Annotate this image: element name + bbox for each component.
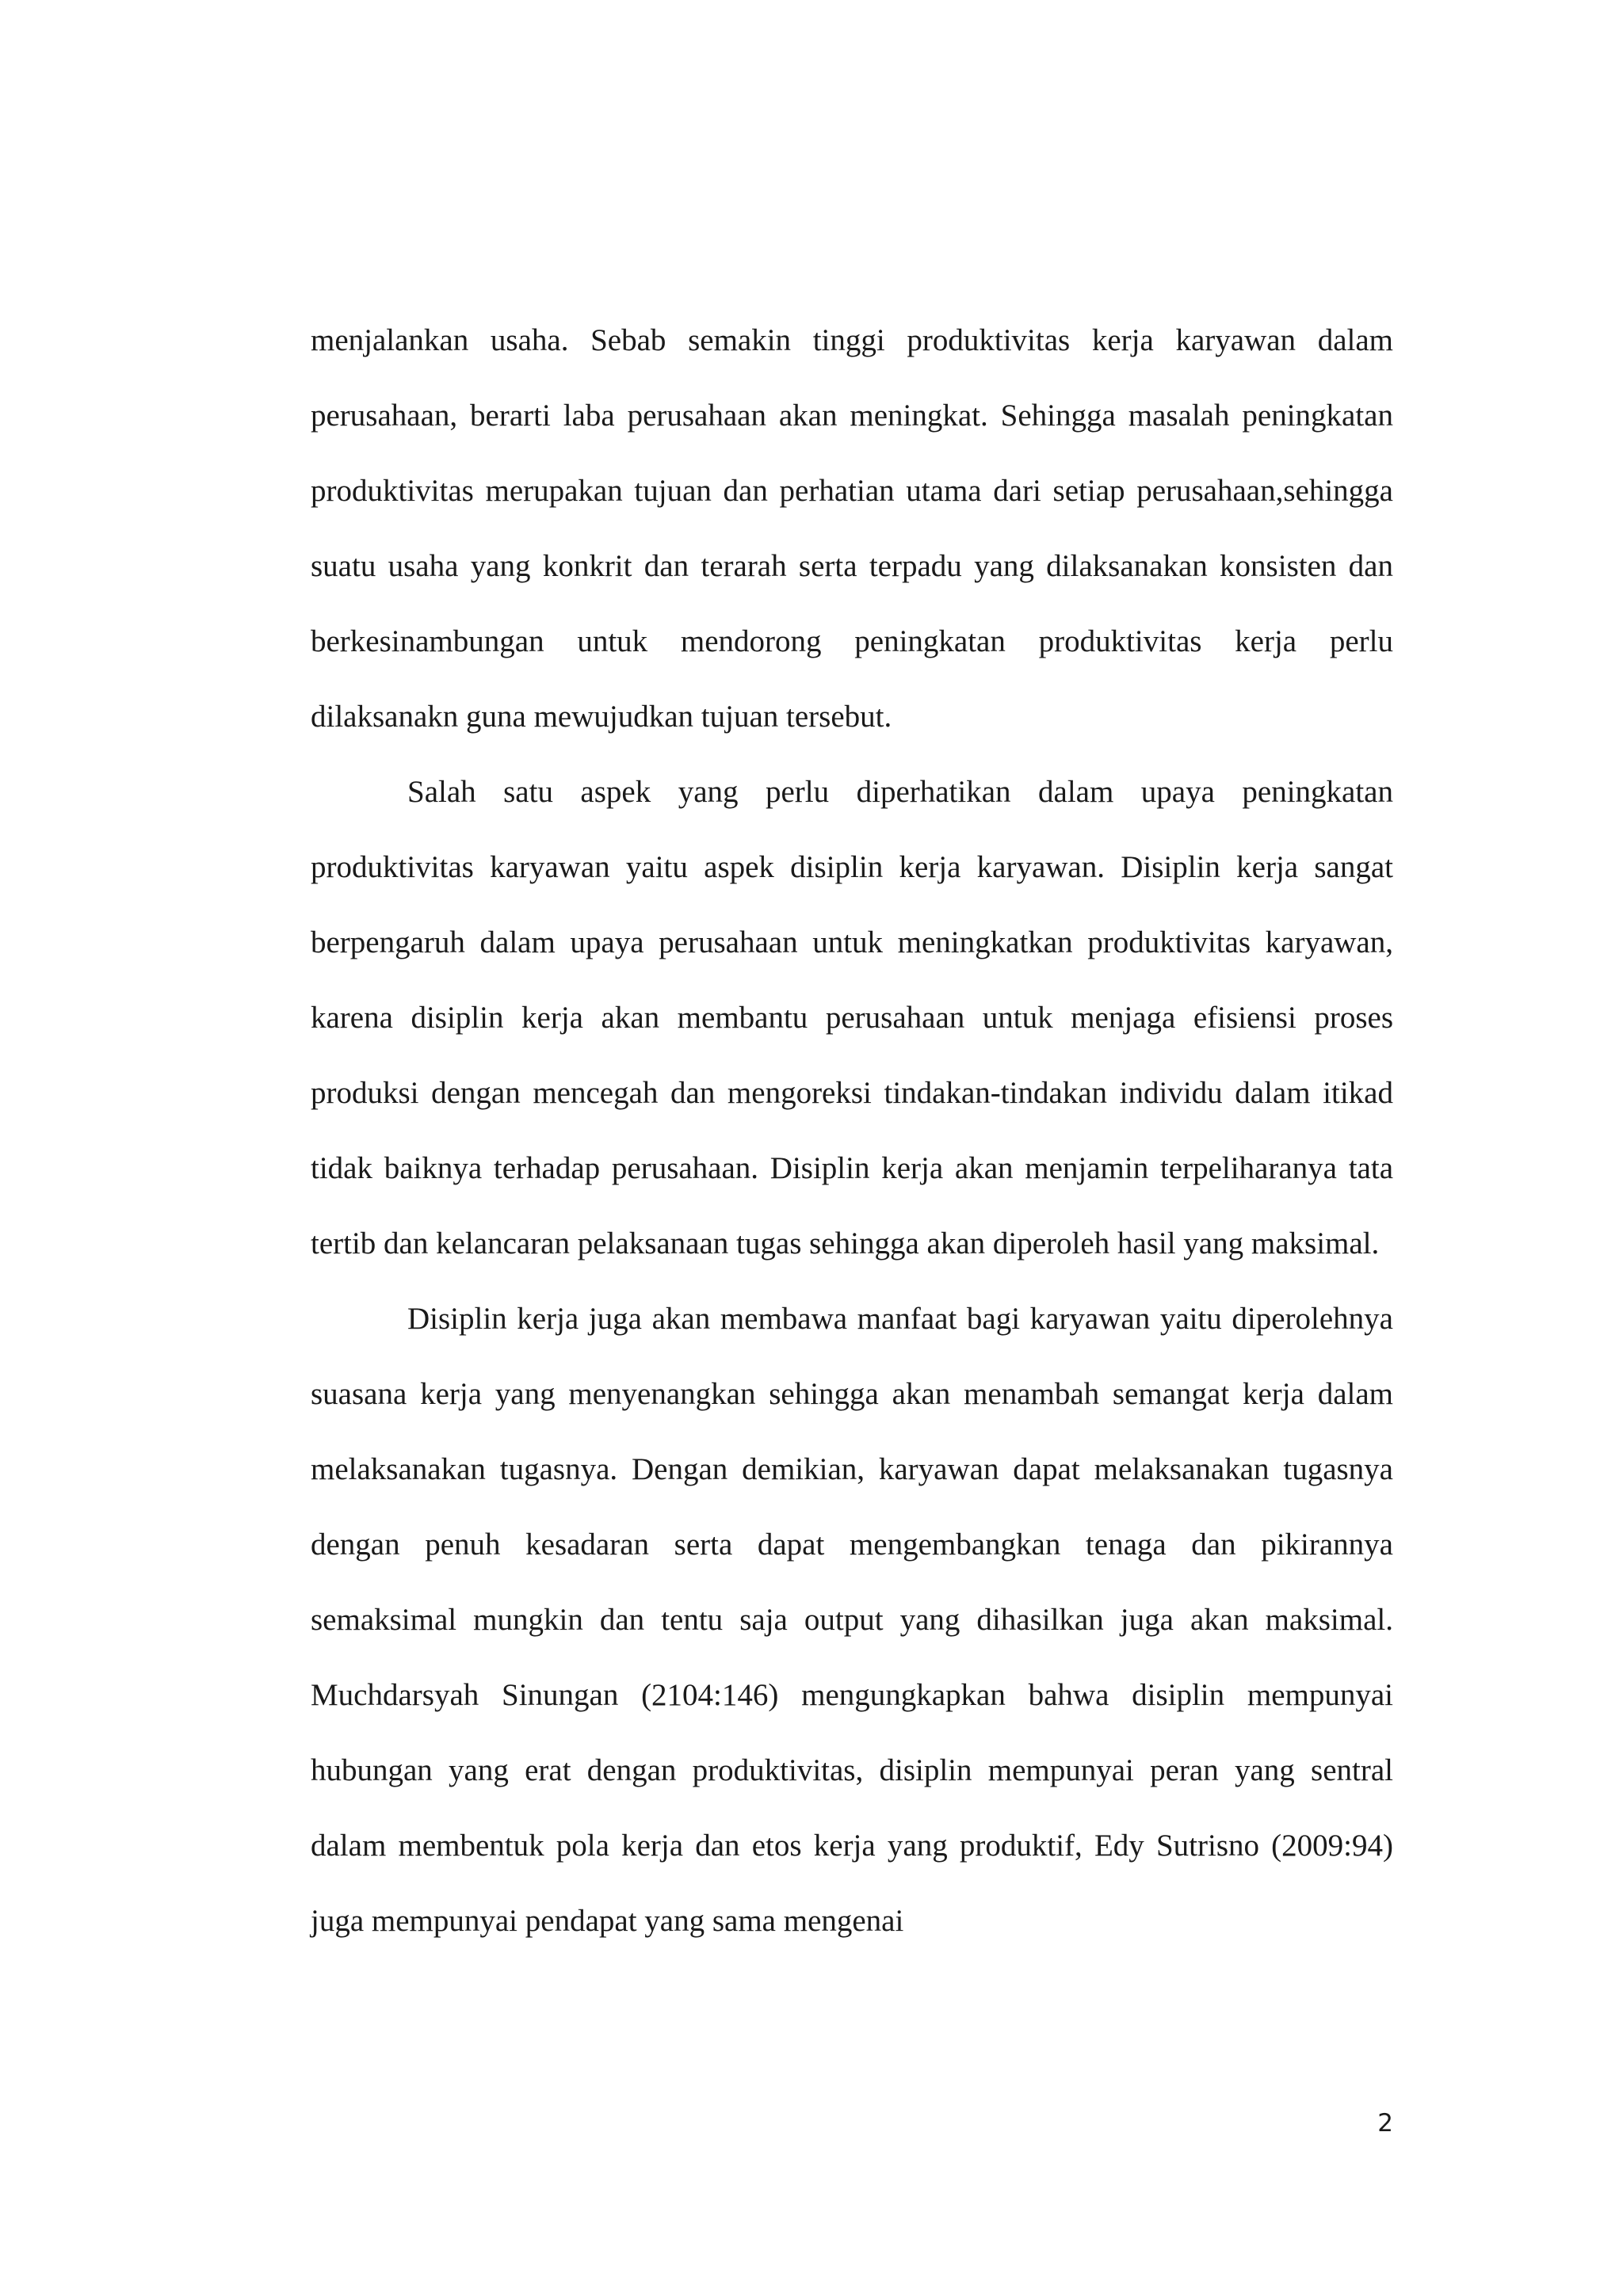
paragraph-2: Salah satu aspek yang perlu diperhatikan dalam upaya peningkatan produktivitas karyawan yaitu aspek disiplin kerja karyawan. Disiplin kerja sangat berpengaruh dalam upaya perusahaan untuk meningkatkan produktivitas karyawan, karena disiplin kerja akan membantu perusahaan untuk menjaga efisiensi proses produksi dengan mencegah dan mengoreksi tindakan-tindakan individu dalam itikad tidak baiknya terhadap perusahaan. Disiplin kerja akan menjamin terpeliharanya tata tertib dan kelancaran pelaksanaan tugas sehingga akan diperoleh hasil yang maksimal. (311, 775, 1393, 1261)
paragraph-3: Disiplin kerja juga akan membawa manfaat bagi karyawan yaitu diperolehnya suasana kerja yang menyenangkan sehingga akan menambah semangat kerja dalam melaksanakan tugasnya. Dengan demikian, karyawan dapat melaksanakan tugasnya dengan penuh kesadaran serta dapat mengembangkan tenaga dan pikirannya semaksimal mungkin dan tentu saja output yang dihasilkan juga akan maksimal. Muchdarsyah Sinungan (2104:146) mengungkapkan bahwa disiplin mempunyai hubungan yang erat dengan produktivitas, disiplin mempunyai peran yang sentral dalam membentuk pola kerja dan etos kerja yang produktif, Edy Sutrisno (2009:94) juga mempunyai pendapat yang sama mengenai (311, 1302, 1393, 1938)
page-number: 2 (1377, 2109, 1393, 2138)
body-text (311, 303, 1393, 1958)
paragraph-1: menjalankan usaha. Sebab semakin tinggi produktivitas kerja karyawan dalam perusahaan, berarti laba perusahaan akan meningkat. Sehingga masalah peningkatan produktivitas merupakan tujuan dan perhatian utama dari setiap perusahaan,sehingga suatu usaha yang konkrit dan terarah serta terpadu yang dilaksanakan konsisten dan berkesinambungan untuk mendorong peningkatan produktivitas kerja perlu dilaksanakn guna mewujudkan tujuan tersebut. (311, 323, 1393, 734)
